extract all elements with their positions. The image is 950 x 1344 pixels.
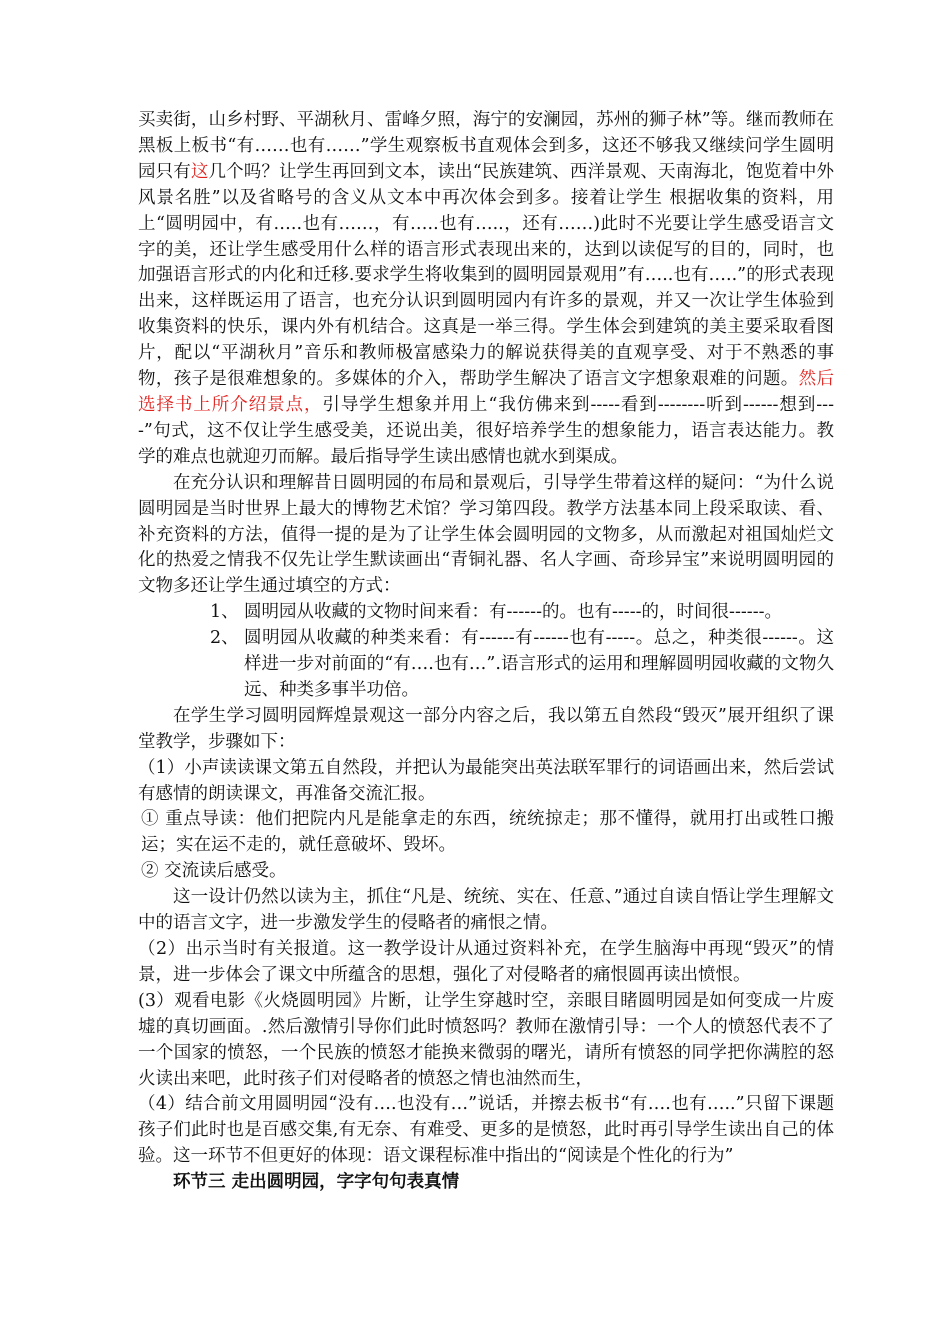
list-item bbox=[138, 626, 834, 704]
section-heading: 环节三 走出圆明园，字字句句表真情 bbox=[173, 1172, 460, 1193]
list-item bbox=[138, 600, 834, 626]
paragraph-text: 几个吗？让学生再回到文本，读出“民族建筑、西洋景观、天南海北，饱览着中外风景名胜”以及省略号的含义从文本中再次体会到多。接着让学生 根据收集的资料，用上“圆明园中，有…..也有……，有…..也有…..，还有……)此时不光要让学生感受语言文字的美，还让学生感受用什么样的语言形式表现出来的，达到以读促写的目的，同时，也加强语言形式的内化和迁移.要求学生将收集到的圆明园景观用”有…..也有…..”的形式表现出来，这样既运用了语言，也充分认识到圆明园内有许多的景观，并又一次让学生体验到收集资料的快乐，课内外有机结合。这真是一举三得。学生体会到建筑的美主要采取看图片，配以“平湖秋月”音乐和教师极富感染力的解说获得美的直观享受、对于不熟悉的事物，孩子是很难想象的。多媒体的介入，帮助学生解决了语言文字想象艰难的问题。 bbox=[138, 161, 835, 390]
list-item-number: 1、 bbox=[210, 602, 239, 623]
paragraph-step-3: (3）观看电影《火烧圆明园》片断，让学生穿越时空，亲眼目睹圆明园是如何变成一片废墟的真切画面。.然后激情引导你们此时愤怒吗？教师在激情引导：一个人的愤怒代表不了一个国家的愤怒，一个民族的愤怒才能换来微弱的曙光，请所有愤怒的同学把你满腔的怒火读出来吧，此时孩子们对侵略者的愤怒之情也油然而生， bbox=[138, 990, 834, 1089]
paragraph-guided-reading: ① 重点导读：他们把院内凡是能拿走的东西，统统掠走；那不懂得，就用打出或牲口搬运；实在运不走的，就任意破坏、毁坏。 bbox=[141, 809, 834, 856]
paragraph-share-feelings: ② 交流读后感受。 bbox=[141, 861, 287, 882]
fill-in-list bbox=[138, 600, 834, 704]
paragraph-destruction-intro: 在学生学习圆明园辉煌景观这一部分内容之后，我以第五自然段“毁灭”展开组织了课堂教学，步骤如下： bbox=[138, 705, 834, 752]
list-item-text: 圆明园从收藏的文物时间来看：有------的。也有-----的，时间很------。 bbox=[244, 602, 783, 623]
paragraph-step-1: （1）小声读读课文第五自然段，并把认为最能突出英法联军罪行的词语画出来，然后尝试有感情的朗读课文，再准备交流汇报。 bbox=[138, 757, 834, 804]
list-item-number: 2、 bbox=[210, 628, 239, 649]
paragraph-scenery bbox=[138, 108, 834, 471]
paragraph-step-2: （2）出示当时有关报道。这一教学设计从通过资料补充，在学生脑海中再现“毁灭”的情景，进一步体会了课文中所蕴含的思想，强化了对侵略者的痛恨圆再读出愤恨。 bbox=[138, 939, 834, 985]
paragraph-text: 买卖街，山乡村野、平湖秋月、雷峰夕照，海宁的安澜园，苏州的狮子林”等。继而教师在黑板上板书“有……也有……”学生观察板书直观体会到多，这还不够我又继续问学生圆明园只有 bbox=[138, 110, 834, 182]
document-page bbox=[138, 108, 834, 1196]
list-item-text: 圆明园从收藏的种类来看：有------有------也有-----。总之，种类很------。这样进一步对前面的“有….也有…”.语言形式的运用和理解圆明园收藏的文物久远、种类多事半功倍。 bbox=[244, 628, 834, 700]
paragraph-museum: 在充分认识和理解昔日圆明园的布局和景观后，引导学生带着这样的疑问：“为什么说圆明园是当时世界上最大的博物艺术馆？学习第四段。教学方法基本同上段采取读、看、补充资料的方法，值得一提的是为了让学生体会圆明园的文物多，从而激起对祖国灿烂文化的热爱之情我不仅先让学生默读画出“青铜礼器、名人字画、奇珍异宝”来说明圆明园的文物多还让学生通过填空的方式： bbox=[138, 472, 834, 597]
paragraph-step-4: （4）结合前文用圆明园“没有….也没有…”说话，并擦去板书“有….也有…..”只留下课题孩子们此时也是百感交集,有无奈、有难受、更多的是愤怒，此时再引导学生读出自己的体验。这一环节不但更好的体现：语文课程标准中指出的“阅读是个性化的行为” bbox=[138, 1094, 834, 1167]
paragraph-text: 引导学生想象并用上“我仿佛来到-----看到--------听到------想到----”句式，这不仅让学生感受美，还说出美，很好培养学生的想象能力，语言表达能力。教学的难点也就迎刃而解。最后指导学生读出感情也就水到渠成。 bbox=[138, 394, 834, 467]
paragraph-design-note: 这一设计仍然以读为主，抓住“凡是、统统、实在、任意、”通过自读自悟让学生理解文中的语言文字，进一步激发学生的侵略者的痛恨之情。 bbox=[138, 887, 834, 934]
highlighted-text: 然后选择书上所介绍景点， bbox=[138, 369, 835, 415]
highlighted-text: 这 bbox=[190, 161, 209, 182]
